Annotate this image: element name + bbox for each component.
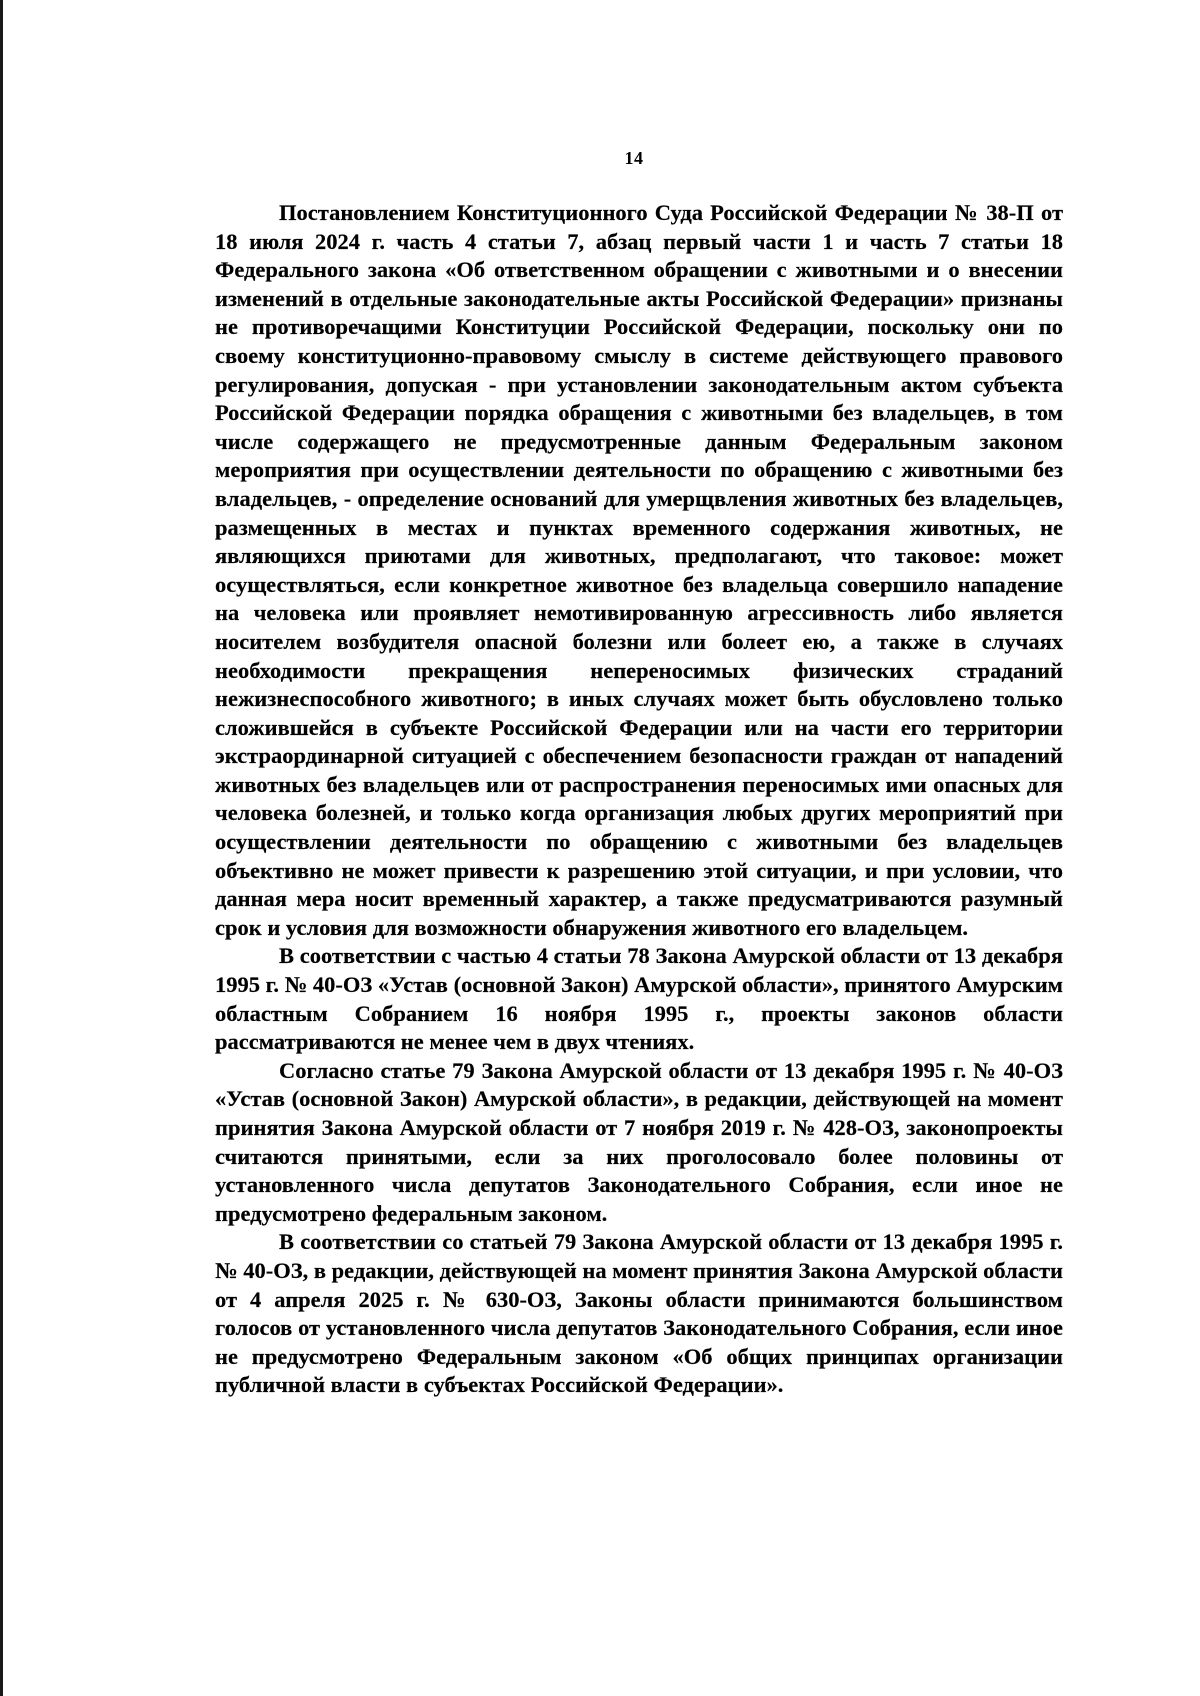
paragraph-article-79-2025-edition: В соответствии со статьей 79 Закона Амурской области от 13 декабря 1995 г. № 40-ОЗ, в редакции, действующей на момент принятия Закона Амурской области от 4 апреля 2025 г. № 630-ОЗ, Законы области принимаются большинством голосов от установленного числа депутатов Законодательного Собрания, если иное не предусмотрено Федеральным законом «Об общих принципах организации публичной власти в субъектах Российской Федерации». (215, 1229, 1063, 1398)
scan-left-edge (0, 0, 3, 1696)
document-body (215, 199, 1063, 1400)
paragraph-article-78-readings: В соответствии с частью 4 статьи 78 Закона Амурской области от 13 декабря 1995 г. № 40-ОЗ «Устав (основной Закон) Амурской области», принятого Амурским областным Собранием 16 ноября 1995 г., проекты законов области рассматриваются не менее чем в двух чтениях. (215, 943, 1063, 1055)
paragraph-article-79-2019-edition: Согласно статье 79 Закона Амурской области от 13 декабря 1995 г. № 40-ОЗ «Устав (основной Закон) Амурской области», в редакции, действующей на момент принятия Закона Амурской области от 7 ноября 2019 г. № 428-ОЗ, законопроекты считаются принятыми, если за них проголосовало более половины от установленного числа депутатов Законодательного Собрания, если иное не предусмотрено федеральным законом. (215, 1057, 1063, 1226)
page-number: 14 (624, 148, 644, 168)
paragraph-constitutional-court-ruling: Постановлением Конституционного Суда Российской Федерации № 38-П от 18 июля 2024 г. часть 4 статьи 7, абзац первый части 1 и часть 7 статьи 18 Федерального закона «Об ответственном обращении с животными и о внесении изменений в отдельные законодательные акты Российской Федерации» признаны не противоречащими Конституции Российской Федерации, поскольку они по своему конституционно-правовому смыслу в системе действующего правового регулирования, допуская - при установлении законодательным актом субъекта Российской Федерации порядка обращения с животными без владельцев, в том числе содержащего не предусмотренные данным Федеральным законом мероприятия при осуществлении деятельности по обращению с животными без владельцев, - определение оснований для умерщвления животных без владельцев, размещенных в местах и пунктах временного содержания животных, не являющихся приютами для животных, предполагают, что таковое: может осуществляться, если конкретное животное без владельца совершило нападение на человека или проявляет немотивированную агрессивность либо является носителем возбудителя опасной болезни или болеет ею, а также в случаях необходимости прекращения непереносимых физических страданий нежизнеспособного животного; в иных случаях может быть обусловлено только сложившейся в субъекте Российской Федерации или на части его территории экстраординарной ситуацией с обеспечением безопасности граждан от нападений животных без владельцев или от распространения переносимых ими опасных для человека болезней, и только когда организация любых других мероприятий при осуществлении деятельности по обращению с животными без владельцев объективно не может привести к разрешению этой ситуации, и при условии, что данная мера носит временный характер, а также предусматриваются разумный срок и условия для возможности обнаружения животного его владельцем. (215, 200, 1063, 940)
